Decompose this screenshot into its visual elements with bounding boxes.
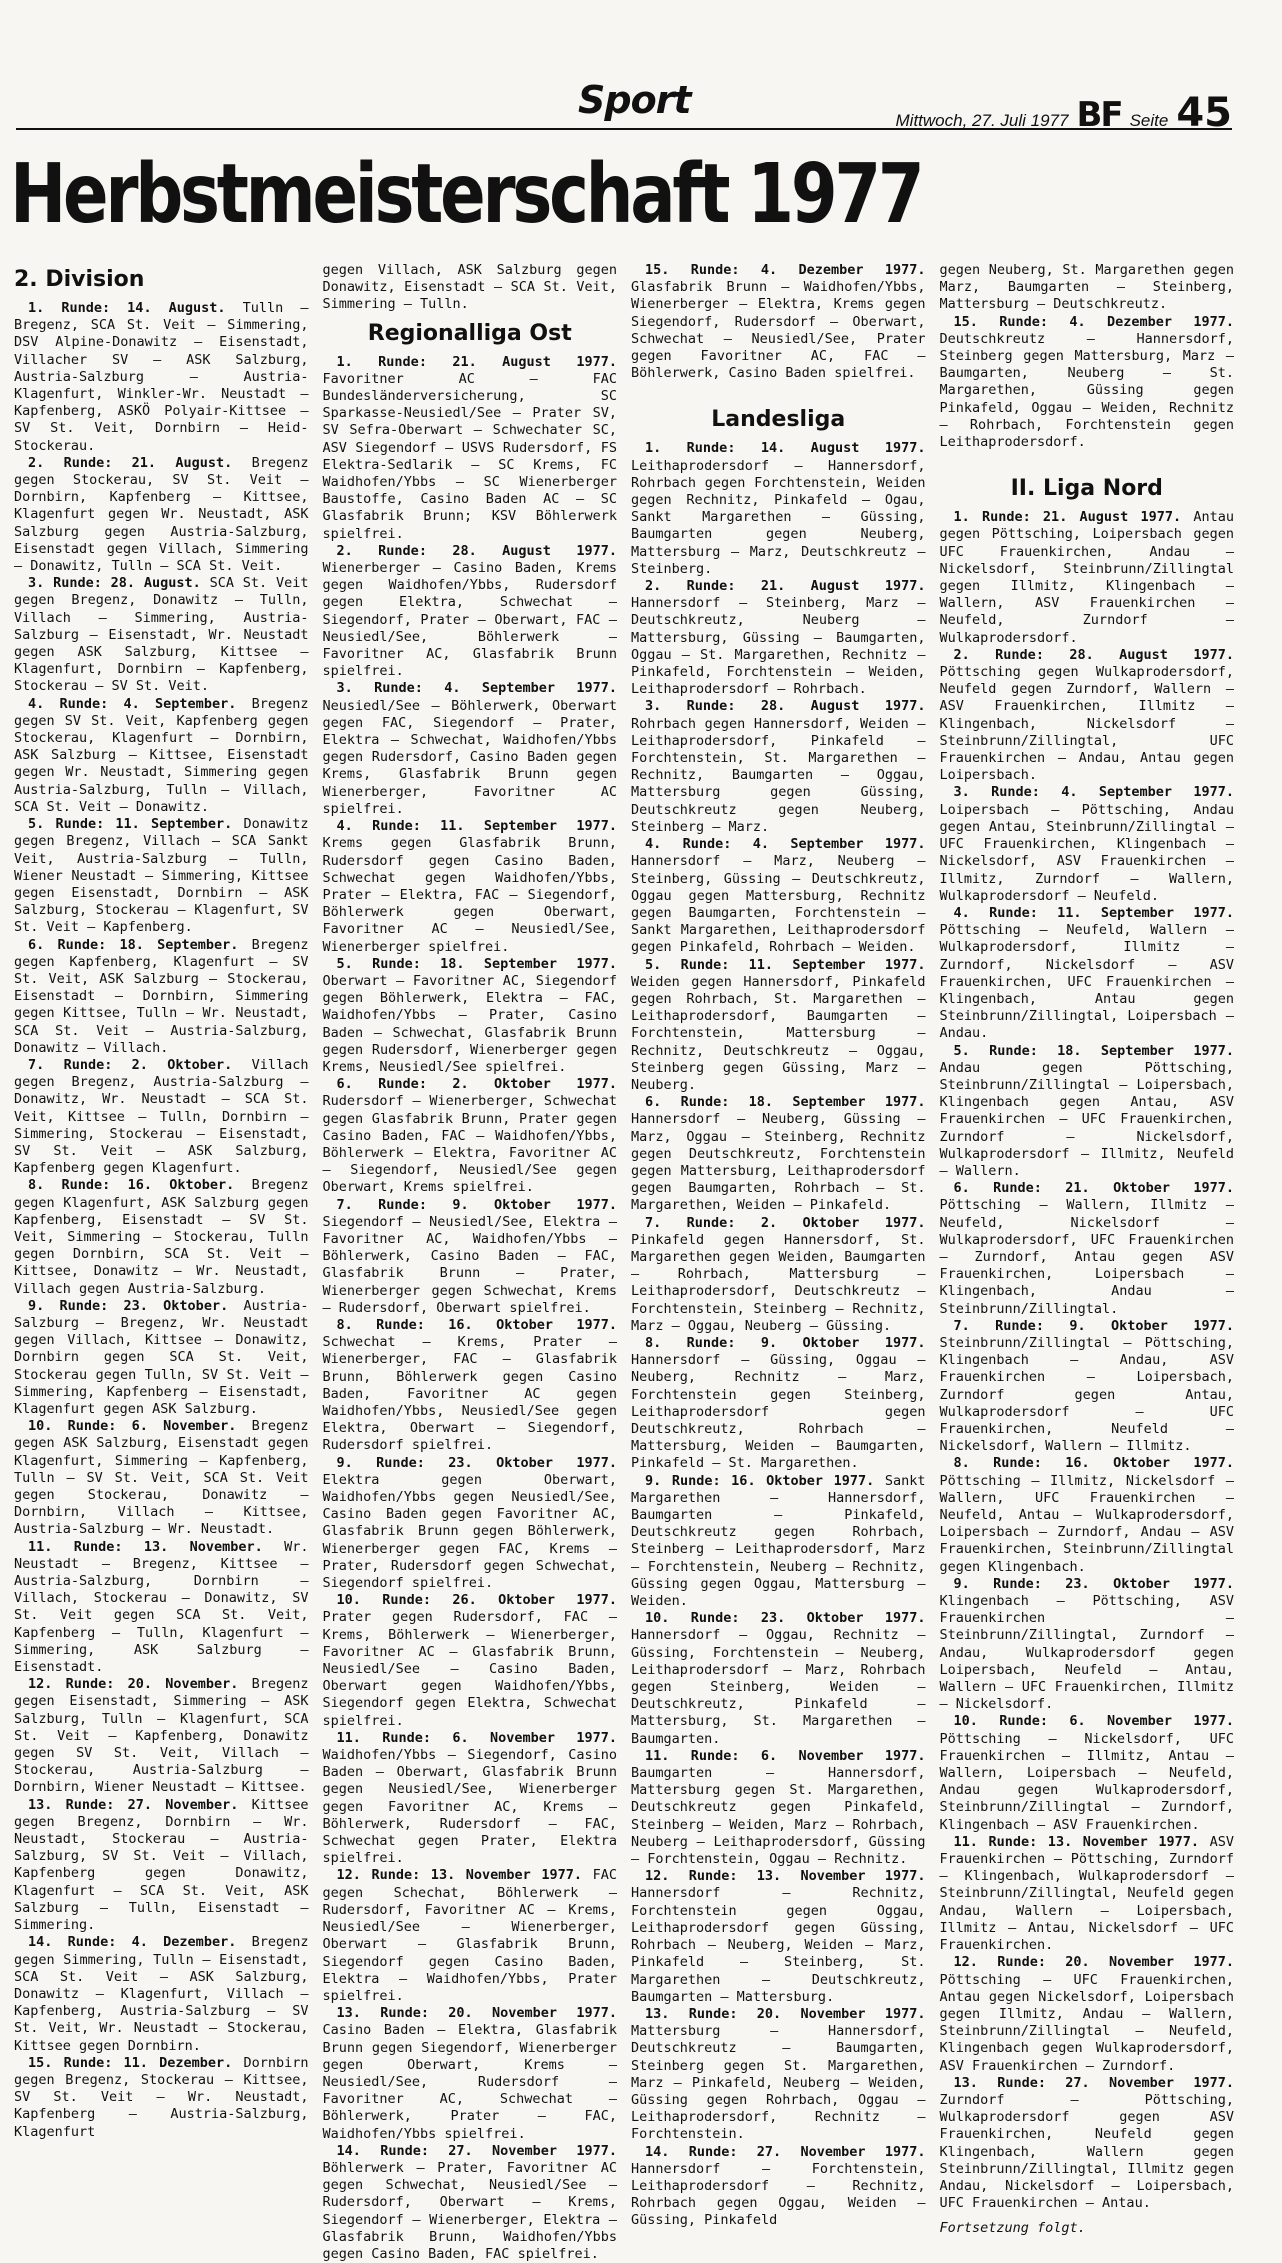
round-label: 7. Runde: 9. Oktober 1977. bbox=[336, 1196, 617, 1213]
round-label: 12. Runde: 20. November. bbox=[28, 1676, 239, 1693]
round-label: 10. Runde: 23. Oktober 1977. bbox=[645, 1610, 926, 1627]
round-text: Schwechat — Krems, Prater — Wienerberger, FAC — Glasfabrik Brunn, Böhlerwerk gegen Casino Baden, Favoritner AC gegen Waidhofen/Ybbs, Neusiedl/See gegen Elektra, Oberwart — Siegendorf, Rudersdorf spielfrei. bbox=[322, 1334, 617, 1454]
round-label: 6. Runde: 21. Oktober 1977. bbox=[953, 1180, 1234, 1197]
round-text: Siegendorf — Neusiedl/See, Elektra — Favoritner AC, Waidhofen/Ybbs — Böhlerwerk, Casino Baden — FAC, Glasfabrik Brunn — Prater, Wienerberger gegen Schwechat, Krems — Rudersdorf, Oberwart spielfrei. bbox=[322, 1213, 617, 1316]
round-text: ASV Frauenkirchen — Pöttsching, Zurndorf — Klingenbach, Wulkaprodersdorf — Steinbrunn/Zillingtal, Neufeld gegen Andau, Wallern — Loipersbach, Illmitz — Antau, Nickelsdorf — UFC Frauenkirchen. bbox=[939, 1833, 1234, 1954]
heading-regionalliga-ost: Regionalliga Ost bbox=[367, 320, 572, 346]
round-entry bbox=[14, 1177, 309, 1297]
round-label: 7. Runde: 2. Oktober 1977. bbox=[645, 1214, 926, 1231]
round-entry bbox=[940, 784, 1235, 904]
heading-2-division: 2. Division bbox=[14, 267, 145, 292]
round-text: Pöttsching — Illmitz, Nickelsdorf — Wallern, UFC Frauenkirchen — Neufeld, Antau — Wulkaprodersdorf, Loipersbach — Zurndorf, Andau — ASV Frauenkirchen, Steinbrunn/Zillingtal gegen Klingenbach. bbox=[939, 1472, 1234, 1575]
round-label: 3. Runde: 4. September 1977. bbox=[953, 784, 1234, 801]
round-label: 5. Runde: 11. September 1977. bbox=[645, 956, 926, 973]
round-text: Neusiedl/See — Böhlerwerk, Oberwart gegen FAC, Siegendorf — Prater, Elektra — Schwechat, Waidhofen/Ybbs gegen Rudersdorf, Casino Baden gegen Krems, Glasfabrik Brunn gegen Wienerberger, Favoritner AC spielfrei. bbox=[322, 697, 617, 817]
round-text: Donawitz gegen Bregenz, Villach — SCA Sankt Veit, Austria-Salzburg — Tulln, Wiener Neustadt — Simmering, Kittsee gegen Eisenstadt, Dornbirn — ASK Salzburg, Stockerau — Klagenfurt, SV St. Veit — Kapfenberg. bbox=[14, 816, 309, 936]
round-text: Rohrbach gegen Hannersdorf, Weiden — Leithaprodersdorf, Pinkafeld — Forchtenstein, St. Margarethen — Rechnitz, Baumgarten — Oggau, Mattersburg gegen Güssing, Deutschkreutz gegen Neuberg, Steinberg — Marz. bbox=[631, 715, 926, 835]
round-entry bbox=[14, 1539, 309, 1677]
round-label: 14. Runde: 27. November 1977. bbox=[336, 2142, 617, 2159]
round-entry bbox=[940, 1713, 1235, 1833]
round-label: 6. Runde: 18. September. bbox=[28, 936, 239, 953]
round-entry bbox=[14, 937, 309, 1057]
round-label: 8. Runde: 16. Oktober 1977. bbox=[336, 1316, 617, 1333]
round-entry bbox=[631, 1473, 926, 1611]
round-text: Klingenbach — Pöttsching, ASV Frauenkirchen — Steinbrunn/Zillingtal, Zurndorf — Andau, Wulkaprodersdorf gegen Loipersbach, Neufeld — Antau, Wallern — UFC Frauenkirchen, Illmitz — Nickelsdorf. bbox=[939, 1593, 1234, 1713]
column-1 bbox=[14, 262, 309, 2140]
round-text: Böhlerwerk — Prater, Favoritner AC gegen Schwechat, Neusiedl/See — Rudersdorf, Oberwart — Krems, Siegendorf — Wienerberger, Elektra — Glasfabrik Brunn, Waidhofen/Ybbs gegen Casino Baden, FAC spielfrei. bbox=[322, 2159, 617, 2262]
round-label: 9. Runde: 23. Oktober 1977. bbox=[953, 1575, 1234, 1592]
round-entry bbox=[940, 647, 1235, 785]
round-text: Sankt Margarethen — Hannersdorf, Baumgarten — Pinkafeld, Deutschkreutz gegen Rohrbach, Steinberg — Leithaprodersdorf, Marz — Forchtenstein, Neuberg — Rechnitz, Güssing gegen Oggau, Mattersburg — Weiden. bbox=[631, 1472, 926, 1610]
round-text: Elektra gegen Oberwart, Waidhofen/Ybbs gegen Neusiedl/See, Casino Baden gegen Favoritner AC, Glasfabrik Brunn gegen Böhlerwerk, Wienerberger gegen FAC, Krems — Prater, Rudersdorf gegen Schwechat, Siegendorf spielfrei. bbox=[322, 1471, 617, 1592]
round-label: 2. Runde: 28. August 1977. bbox=[953, 646, 1234, 663]
issue-date: Mittwoch, 27. Juli 1977 bbox=[895, 111, 1069, 130]
round-label: 15. Runde: 11. Dezember. bbox=[28, 2054, 233, 2071]
round-text: Hannersdorf — Güssing, Oggau — Neuberg, Rechnitz — Marz, Forchtenstein gegen Steinberg, Leithaprodersdorf gegen Deutschkreutz, Rohrbach — Mattersburg, Weiden — Baumgarten, Pinkafeld — St. Margarethen. bbox=[631, 1352, 926, 1472]
round-label: 8. Runde: 16. Oktober. bbox=[28, 1177, 235, 1194]
round-text: Hannersdorf — Neuberg, Güssing — Marz, Oggau — Steinberg, Rechnitz gegen Deutschkreutz, Forchtenstein gegen Mattersburg, Leithaprodersdorf gegen Baumgarten, Rohrbach — St. Margarethen, Weiden — Pinkafeld. bbox=[631, 1111, 926, 1214]
round-label: 9. Runde: 16. Oktober 1977. bbox=[645, 1472, 875, 1489]
round-text: Hannersdorf — Steinberg, Marz — Deutschkreutz, Neuberg — Mattersburg, Güssing — Baumgarten, Oggau — St. Margarethen, Rechnitz — Pinkafeld, Forchtenstein — Weiden, Leithaprodersdorf — Rohrbach. bbox=[631, 595, 926, 698]
round-text: Hannersdorf — Rechnitz, Forchtenstein gegen Oggau, Leithaprodersdorf gegen Güssing, Rohrbach — Neuberg, Weiden — Marz, Pinkafeld — Steinberg, St. Margarethen — Deutschkreutz, Baumgarten — Mattersburg. bbox=[631, 1885, 926, 2005]
round-entry bbox=[631, 1215, 926, 1335]
round-text: Antau gegen Pöttsching, Loipersbach gegen UFC Frauenkirchen, Andau — Nickelsdorf, Steinbrunn/Zillingtal gegen Illmitz, Klingenbach — Wallern, ASV Frauenkirchen — Neufeld, Zurndorf — Wulkaprodersdorf. bbox=[939, 509, 1234, 646]
round-text: SCA St. Veit gegen Bregenz, Donawitz — Tulln, Villach — Simmering, Austria-Salzburg — Eisenstadt, Wr. Neustadt gegen ASK Salzburg, Kittsee — Klagenfurt, Dornbirn — Kapfenberg, Stockerau — SV St. Veit. bbox=[14, 575, 309, 695]
continued-text: gegen Neuberg, St. Margarethen gegen Marz, Baumgarten — Steinberg, Mattersburg — Deutschkreutz. bbox=[939, 262, 1234, 313]
round-entry bbox=[631, 698, 926, 836]
round-label: 10. Runde: 6. November. bbox=[28, 1418, 237, 1435]
round-text: Prater gegen Rudersdorf, FAC — Krems, Böhlerwerk — Wienerberger, Favoritner AC — Glasfabrik Brunn, Neusiedl/See — Casino Baden, Oberwart gegen Waidhofen/Ybbs, Siegendorf gegen Elektra, Schwechat spielfrei. bbox=[322, 1609, 617, 1729]
round-label: 7. Runde: 9. Oktober 1977. bbox=[953, 1317, 1234, 1334]
round-label: 9. Runde: 23. Oktober. bbox=[28, 1297, 229, 1314]
round-text: Hannersdorf — Forchtenstein, Leithaprodersdorf — Rechnitz, Rohrbach gegen Oggau, Weiden — Güssing, Pinkafeld bbox=[631, 2160, 926, 2229]
round-label: 12. Runde: 20. November 1977. bbox=[953, 1954, 1234, 1971]
round-entry bbox=[940, 2075, 1235, 2213]
round-entry bbox=[631, 957, 926, 1095]
round-text: Baumgarten — Hannersdorf, Mattersburg gegen St. Margarethen, Deutschkreutz gegen Pinkafeld, Steinberg — Weiden, Marz — Rohrbach, Neuberg — Leithaprodersdorf, Güssing — Forchtenstein, Oggau — Rechnitz. bbox=[631, 1765, 926, 1868]
round-text: Bregenz gegen Simmering, Tulln — Eisenstadt, SCA St. Veit — ASK Salzburg, Donawitz — Klagenfurt, Villach — Kapfenberg, Austria-Salzburg — SV St. Veit, Wr. Neustadt — Stockerau, Kittsee gegen Dornbirn. bbox=[14, 1934, 309, 2054]
continued-round bbox=[631, 262, 926, 382]
round-entry bbox=[940, 1954, 1235, 2074]
round-text: Wr. Neustadt — Bregenz, Kittsee — Austria-Salzburg, Dornbirn — Villach, Stockerau — Donawitz, SV St. Veit gegen SCA St. Veit, Kapfenberg — Tulln, Klagenfurt — Simmering, ASK Salzburg — Eisenstadt. bbox=[14, 1538, 309, 1676]
round-text: Waidhofen/Ybbs — Siegendorf, Casino Baden — Oberwart, Glasfabrik Brunn gegen Neusiedl/See, Wienerberger gegen Favoritner AC, Krems — Böhlerwerk, Rudersdorf — FAC, Schwechat gegen Prater, Elektra spielfrei. bbox=[322, 1747, 617, 1867]
page-header bbox=[16, 76, 1232, 136]
round-entry bbox=[631, 836, 926, 956]
round-entry bbox=[14, 2055, 309, 2141]
section-title: Sport bbox=[578, 78, 691, 122]
round-label: 11. Runde: 13. November 1977. bbox=[953, 1833, 1200, 1850]
round-entry bbox=[14, 1298, 309, 1418]
round-label: 15. Runde: 4. Dezember 1977. bbox=[953, 313, 1234, 330]
round-entry bbox=[631, 1868, 926, 2006]
round-label: 8. Runde: 9. Oktober 1977. bbox=[645, 1334, 926, 1351]
round-entry bbox=[940, 1180, 1235, 1318]
round-entry bbox=[323, 1317, 618, 1455]
round-text: Bregenz gegen ASK Salzburg, Eisenstadt gegen Klagenfurt, Simmering — Kapfenberg, Tulln — SV St. Veit, SCA St. Veit gegen Stockerau, Donawitz — Dornbirn, Villach — Kittsee, Austria-Salzburg — Wr. Neustadt. bbox=[14, 1418, 309, 1538]
round-label: 2. Runde: 21. August 1977. bbox=[645, 578, 926, 595]
dateline bbox=[896, 90, 1232, 136]
round-entry bbox=[940, 905, 1235, 1043]
round-text: Austria-Salzburg — Bregenz, Wr. Neustadt gegen Villach, Kittsee — Donawitz, Dornbirn gegen SCA St. Veit, Stockerau gegen Tulln, SV St. Veit — Simmering, Kapfenberg — Eisenstadt, Klagenfurt gegen ASK Salzburg. bbox=[14, 1297, 309, 1417]
round-entry bbox=[14, 575, 309, 695]
continued-text: gegen Villach, ASK Salzburg gegen Donawitz, Eisenstadt — SCA St. Veit, Simmering — Tulln. bbox=[322, 262, 617, 313]
round-entry bbox=[323, 680, 618, 818]
round-text: Deutschkreutz — Hannersdorf, Steinberg gegen Mattersburg, Marz — Baumgarten, Neuberg — St. Margarethen, Güssing gegen Pinkafeld, Oggau — Weiden, Rechnitz — Rohrbach, Forchtenstein gegen Leithaprodersdorf. bbox=[939, 330, 1234, 451]
round-label: 13. Runde: 20. November 1977. bbox=[336, 2005, 617, 2022]
round-text: Oberwart — Favoritner AC, Siegendorf gegen Böhlerwerk, Elektra — FAC, Waidhofen/Ybbs — Prater, Casino Baden — Schwechat, Glasfabrik Brunn gegen Rudersdorf, Wienerberger gegen Krems, Neusiedl/See spielfrei. bbox=[322, 972, 617, 1075]
continuation-note: Fortsetzung folgt. bbox=[939, 2220, 1086, 2237]
round-label: 8. Runde: 16. Oktober 1977. bbox=[953, 1455, 1234, 1472]
round-list-regionalliga-ost bbox=[323, 354, 618, 2263]
round-text: Pöttsching gegen Wulkaprodersdorf, Neufeld gegen Zurndorf, Wallern — ASV Frauenkirchen, Illmitz — Klingenbach, Nickelsdorf — Steinbrunn/Zillingtal, UFC Frauenkirchen — Andau, Antau gegen Loipersbach. bbox=[939, 664, 1234, 784]
round-entry bbox=[323, 2005, 618, 2143]
round-label: 7. Runde: 2. Oktober. bbox=[28, 1056, 233, 1073]
round-label: 1. Runde: 14. August. bbox=[28, 300, 226, 316]
newspaper-logo: BF bbox=[1076, 95, 1122, 135]
heading-landesliga: Landesliga bbox=[711, 407, 846, 433]
round-entry bbox=[323, 543, 618, 681]
round-entry bbox=[14, 300, 309, 455]
round-text: Villach gegen Bregenz, Austria-Salzburg — Donawitz, Wr. Neustadt — SCA St. Veit, Kittsee — Tulln, Dornbirn — Simmering, Stockerau — Eisenstadt, SV St. Veit — ASK Salzburg, Kapfenberg gegen Klagenfurt. bbox=[14, 1056, 309, 1177]
round-entry bbox=[631, 1335, 926, 1473]
round-label: 14. Runde: 27. November 1977. bbox=[645, 2143, 926, 2160]
round-label: 9. Runde: 23. Oktober 1977. bbox=[336, 1454, 617, 1471]
column-2 bbox=[322, 262, 618, 2262]
round-text: Favoritner AC — FAC Bundesländerversicherung, SC Sparkasse-Neusiedl/See — Prater SV, SV Sefra-Oberwart — Schwechater SC, ASV Siegendorf — USVS Rudersdorf, FS Elektra-Sedlarik — SC Krems, FC Waidhofen/Ybbs — SC Wienerberger Baustoffe, Casino Baden AC — SC Glasfabrik Brunn; KSV Böhlerwerk spielfrei. bbox=[322, 370, 617, 542]
round-label: 14. Runde: 4. Dezember. bbox=[28, 1934, 237, 1951]
round-text: Krems gegen Glasfabrik Brunn, Rudersdorf gegen Casino Baden, Schwechat gegen Waidhofen/Ybbs, Prater — Elektra, FAC — Siegendorf, Böhlerwerk gegen Oberwart, Favoritner AC — Neusiedl/See, Wienerberger spielfrei. bbox=[322, 835, 617, 955]
round-entry bbox=[323, 1197, 618, 1317]
round-label: 13. Runde: 20. November 1977. bbox=[645, 2005, 926, 2022]
round-label: 1. Runde: 21. August 1977. bbox=[336, 353, 617, 370]
round-entry bbox=[631, 440, 926, 578]
round-text: Pöttsching — Wallern, Illmitz — Neufeld, Nickelsdorf — Wulkaprodersdorf, UFC Frauenkirchen — Zurndorf, Antau gegen ASV Frauenkirchen, Loipersbach — Klingenbach, Andau — Steinbrunn/Zillingtal. bbox=[939, 1197, 1234, 1317]
round-entry bbox=[940, 1455, 1235, 1575]
round-entry bbox=[323, 1076, 618, 1196]
column-4 bbox=[939, 262, 1235, 2237]
page-label: Seite bbox=[1129, 111, 1169, 130]
round-list-landesliga bbox=[631, 440, 926, 2229]
round-entry bbox=[14, 1418, 309, 1538]
round-entry bbox=[323, 2143, 618, 2263]
round-entry bbox=[14, 1797, 309, 1935]
round-label: 1. Runde: 21. August 1977. bbox=[953, 509, 1182, 526]
round-text: Glasfabrik Brunn — Waidhofen/Ybbs, Wienerberger — Elektra, Krems gegen Siegendorf, Rudersdorf — Oberwart, Schwechat — Neusiedl/See, Prater gegen Favoritner AC, FAC — Böhlerwerk, Casino Baden spielfrei. bbox=[631, 279, 926, 382]
round-list-ii-liga-nord bbox=[940, 509, 1235, 2212]
round-label: 4. Runde: 11. September 1977. bbox=[336, 818, 617, 835]
round-label: 2. Runde: 21. August. bbox=[28, 454, 233, 471]
round-entry bbox=[940, 1043, 1235, 1181]
round-text: Mattersburg — Hannersdorf, Deutschkreutz — Baumgarten, Steinberg gegen St. Margarethen, Marz — Pinkafeld, Neuberg — Weiden, Güssing gegen Rohrbach, Oggau — Leithaprodersdorf, Rechnitz — Forchtenstein. bbox=[631, 2023, 926, 2143]
round-entry bbox=[323, 1730, 618, 1868]
round-text: Andau gegen Pöttsching, Steinbrunn/Zillingtal — Loipersbach, Klingenbach gegen Antau, ASV Frauenkirchen — UFC Frauenkirchen, Zurndorf — Nickelsdorf, Wulkaprodersdorf — Illmitz, Neufeld — Wallern. bbox=[939, 1059, 1234, 1179]
round-label: 11. Runde: 6. November 1977. bbox=[336, 1729, 617, 1746]
round-label: 6. Runde: 18. September 1977. bbox=[645, 1094, 926, 1111]
continued-round bbox=[940, 314, 1235, 452]
round-text: Bregenz gegen SV St. Veit, Kapfenberg gegen Stockerau, Klagenfurt — Dornbirn, ASK Salzburg — Kittsee, Eisenstadt gegen Wr. Neustadt, Simmering gegen Austria-Salzburg, Tulln — Villach, SCA St. Veit — Donawitz. bbox=[14, 695, 309, 815]
round-entry bbox=[631, 2006, 926, 2144]
round-text: Steinbrunn/Zillingtal — Pöttsching, Klingenbach — Andau, ASV Frauenkirchen — Loipersbach, Zurndorf gegen Antau, Wulkaprodersdorf — UFC Frauenkirchen, Neufeld — Nickelsdorf, Wallern — Illmitz. bbox=[939, 1334, 1234, 1455]
round-text: Dornbirn gegen Bregenz, Stockerau — Kittsee, SV St. Veit — Wr. Neustadt, Kapfenberg — Austria-Salzburg, Klagenfurt bbox=[14, 2054, 309, 2140]
round-entry bbox=[631, 578, 926, 698]
round-list-2-division bbox=[14, 300, 309, 2141]
round-entry bbox=[940, 509, 1235, 647]
round-label: 3. Runde: 28. August 1977. bbox=[645, 698, 926, 715]
round-text: Pöttsching — Neufeld, Wallern — Wulkaprodersdorf, Illmitz — Zurndorf, Nickelsdorf — ASV Frauenkirchen, UFC Frauenkirchen — Klingenbach, Antau gegen Steinbrunn/Zillingtal, Loipersbach — Andau. bbox=[939, 922, 1234, 1042]
round-entry bbox=[323, 354, 618, 543]
round-text: Bregenz gegen Stockerau, SV St. Veit — Dornbirn, Kapfenberg — Kittsee, Klagenfurt gegen Wr. Neustadt, ASK Salzburg gegen Austria-Salzburg, Eisenstadt gegen Villach, Simmering — Donawitz, Tulln — SCA St. Veit. bbox=[14, 454, 309, 575]
round-text: Kittsee gegen Bregenz, Dornbirn — Wr. Neustadt, Stockerau — Austria-Salzburg, SV St. Veit — Villach, Kapfenberg gegen Donawitz, Klagenfurt — SCA St. Veit, ASK Salzburg — Tulln, Eisenstadt — Simmering. bbox=[14, 1796, 309, 1934]
headline: Herbstmeisterschaft 1977 bbox=[10, 147, 922, 242]
round-text: Tulln — Bregenz, SCA St. Veit — Simmering, DSV Alpine-Donawitz — Eisenstadt, Villacher SV — ASK Salzburg, Austria-Salzburg — Austria-Klagenfurt, Winkler-Wr. Neustadt — Kapfenberg, ASKÖ Polyair-Kittsee — SV St. Veit, Dornbirn — Heid-Stockerau. bbox=[14, 300, 309, 454]
round-label: 12. Runde: 13. November 1977. bbox=[645, 1868, 926, 1885]
round-label: 10. Runde: 26. Oktober 1977. bbox=[336, 1592, 617, 1609]
round-entry bbox=[323, 956, 618, 1076]
round-text: Hannersdorf — Oggau, Rechnitz — Güssing, Forchtenstein — Neuberg, Leithaprodersdorf — Marz, Rohrbach gegen Steinberg, Weiden — Deutschkreutz, Pinkafeld — Mattersburg, St. Margarethen — Baumgarten. bbox=[631, 1627, 926, 1747]
round-label: 11. Runde: 13. November. bbox=[28, 1538, 263, 1555]
round-text: Bregenz gegen Eisenstadt, Simmering — ASK Salzburg, Tulln — Klagenfurt, SCA St. Veit — Kapfenberg, Donawitz gegen SV St. Veit, Villach — Stockerau, Austria-Salzburg — Dornbirn, Wiener Neustadt — Kittsee. bbox=[14, 1676, 309, 1796]
round-label: 4. Runde: 11. September 1977. bbox=[953, 904, 1234, 921]
round-entry bbox=[631, 1748, 926, 1868]
round-text: Rudersdorf — Wienerberger, Schwechat gegen Glasfabrik Brunn, Prater gegen Casino Baden, FAC — Waidhofen/Ybbs, Böhlerwerk — Elektra, Favoritner AC — Siegendorf, Neusiedl/See gegen Oberwart, Krems spielfrei. bbox=[322, 1093, 617, 1196]
round-label: 5. Runde: 18. September 1977. bbox=[336, 955, 617, 972]
round-entry bbox=[323, 1592, 618, 1730]
round-text: Weiden gegen Hannersdorf, Pinkafeld gegen Rohrbach, St. Margarethen — Leithaprodersdorf, Baumgarten — Forchtenstein, Mattersburg — Rechnitz, Deutschkreutz — Oggau, Steinberg gegen Güssing, Marz — Neuberg. bbox=[631, 973, 926, 1093]
round-text: Bregenz gegen Klagenfurt, ASK Salzburg gegen Kapfenberg, Eisenstadt — SV St. Veit, Simmering — Stockerau, Tulln gegen Dornbirn, SCA St. Veit — Kittsee, Donawitz — Wr. Neustadt, Villach gegen Austria-Salzburg. bbox=[14, 1177, 309, 1297]
round-text: Pöttsching — Nickelsdorf, UFC Frauenkirchen — Illmitz, Antau — Wallern, Loipersbach — Neufeld, Andau gegen Wulkaprodersdorf, Steinbrunn/Zillingtal — Zurndorf, Klingenbach — ASV Frauenkirchen. bbox=[939, 1730, 1234, 1833]
round-label: 6. Runde: 2. Oktober 1977. bbox=[336, 1076, 617, 1093]
round-label: 4. Runde: 4. September 1977. bbox=[645, 836, 926, 853]
round-label: 11. Runde: 6. November 1977. bbox=[645, 1747, 926, 1764]
column-3 bbox=[631, 262, 926, 2229]
round-entry bbox=[14, 1057, 309, 1177]
round-entry bbox=[14, 816, 309, 936]
round-label: 15. Runde: 4. Dezember 1977. bbox=[645, 262, 926, 278]
round-entry bbox=[14, 1676, 309, 1796]
round-entry bbox=[323, 818, 618, 956]
round-label: 10. Runde: 6. November 1977. bbox=[953, 1713, 1234, 1730]
round-entry bbox=[14, 696, 309, 816]
round-entry bbox=[940, 1576, 1235, 1714]
round-entry bbox=[631, 2144, 926, 2230]
round-entry bbox=[940, 1318, 1235, 1456]
round-text: Pinkafeld gegen Hannersdorf, St. Margarethen gegen Weiden, Baumgarten — Rohrbach, Mattersburg — Leithaprodersdorf, Deutschkreutz — Forchtenstein, Steinberg — Rechnitz, Marz — Oggau, Neuberg — Güssing. bbox=[631, 1231, 926, 1334]
round-entry bbox=[631, 1094, 926, 1214]
round-entry bbox=[14, 1934, 309, 2054]
round-entry bbox=[323, 1867, 618, 2005]
round-text: Pöttsching — UFC Frauenkirchen, Antau gegen Nickelsdorf, Loipersbach gegen Illmitz, Andau — Wallern, Steinbrunn/Zillingtal — Neufeld, Klingenbach gegen Wulkaprodersdorf, ASV Frauenkirchen — Zurndorf. bbox=[939, 1971, 1234, 2074]
article-columns bbox=[14, 262, 1234, 2262]
round-text: Casino Baden — Elektra, Glasfabrik Brunn gegen Siegendorf, Wienerberger gegen Oberwart, Krems — Neusiedl/See, Rudersdorf — Favoritner AC, Schwechat — Böhlerwerk, Prater — FAC, Waidhofen/Ybbs spielfrei. bbox=[322, 2022, 617, 2142]
round-text: Loipersbach — Pöttsching, Andau gegen Antau, Steinbrunn/Zillingtal — UFC Frauenkirchen, Klingenbach — Nickelsdorf, ASV Frauenkirchen — Illmitz, Zurndorf — Wallern, Wulkaprodersdorf — Neufeld. bbox=[939, 801, 1234, 904]
round-entry bbox=[323, 1455, 618, 1593]
round-text: Zurndorf — Pöttsching, Wulkaprodersdorf gegen ASV Frauenkirchen, Neufeld gegen Klingenbach, Wallern gegen Steinbrunn/Zillingtal, Illmitz gegen Andau, Nickelsdorf — Loipersbach, UFC Frauenkirchen — Antau. bbox=[939, 2091, 1234, 2212]
round-label: 3. Runde: 4. September 1977. bbox=[336, 680, 617, 697]
round-label: 2. Runde: 28. August 1977. bbox=[336, 542, 617, 559]
round-label: 12. Runde: 13. November 1977. bbox=[336, 1867, 583, 1884]
heading-ii-liga-nord: II. Liga Nord bbox=[1010, 476, 1163, 502]
round-label: 5. Runde: 11. September. bbox=[28, 816, 233, 833]
round-entry bbox=[14, 455, 309, 575]
round-entry bbox=[940, 1834, 1235, 1954]
round-text: Hannersdorf — Marz, Neuberg — Steinberg, Güssing — Deutschkreutz, Oggau gegen Mattersburg, Rechnitz gegen Baumgarten, Forchtenstein — Sankt Margarethen, Leithaprodersdorf gegen Pinkafeld, Rohrbach — Weiden. bbox=[631, 853, 926, 956]
page-number: 45 bbox=[1176, 90, 1232, 136]
round-text: Bregenz gegen Kapfenberg, Klagenfurt — SV St. Veit, ASK Salzburg — Stockerau, Eisenstadt — Dornbirn, Simmering gegen Kittsee, Tulln — Wr. Neustadt, SCA St. Veit — Austria-Salzburg, Donawitz — Villach. bbox=[14, 936, 309, 1056]
round-text: Leithaprodersdorf — Hannersdorf, Rohrbach gegen Forchtenstein, Weiden gegen Rechnitz, Pinkafeld — Ogau, Sankt Margarethen — Güssing, Baumgarten gegen Neuberg, Mattersburg — Marz, Deutschkreutz — Steinberg. bbox=[631, 457, 926, 577]
round-label: 4. Runde: 4. September. bbox=[28, 695, 237, 712]
round-label: 3. Runde: 28. August. bbox=[28, 575, 201, 592]
round-entry bbox=[631, 1610, 926, 1748]
round-label: 1. Runde: 14. August 1977. bbox=[645, 440, 926, 457]
round-label: 13. Runde: 27. November 1977. bbox=[953, 2074, 1234, 2091]
round-text: FAC gegen Schechat, Böhlerwerk — Rudersdorf, Favoritner AC — Krems, Neusiedl/See — Wienerberger, Oberwart — Glasfabrik Brunn, Siegendorf gegen Casino Baden, Elektra — Waidhofen/Ybbs, Prater spielfrei. bbox=[322, 1867, 617, 2004]
round-text: Wienerberger — Casino Baden, Krems gegen Waidhofen/Ybbs, Rudersdorf gegen Elektra, Schwechat — Siegendorf, Prater — Oberwart, FAC — Neusiedl/See, Böhlerwerk — Favoritner AC, Glasfabrik Brunn spielfrei. bbox=[322, 560, 617, 680]
round-label: 5. Runde: 18. September 1977. bbox=[953, 1042, 1234, 1059]
round-label: 13. Runde: 27. November. bbox=[28, 1796, 239, 1813]
